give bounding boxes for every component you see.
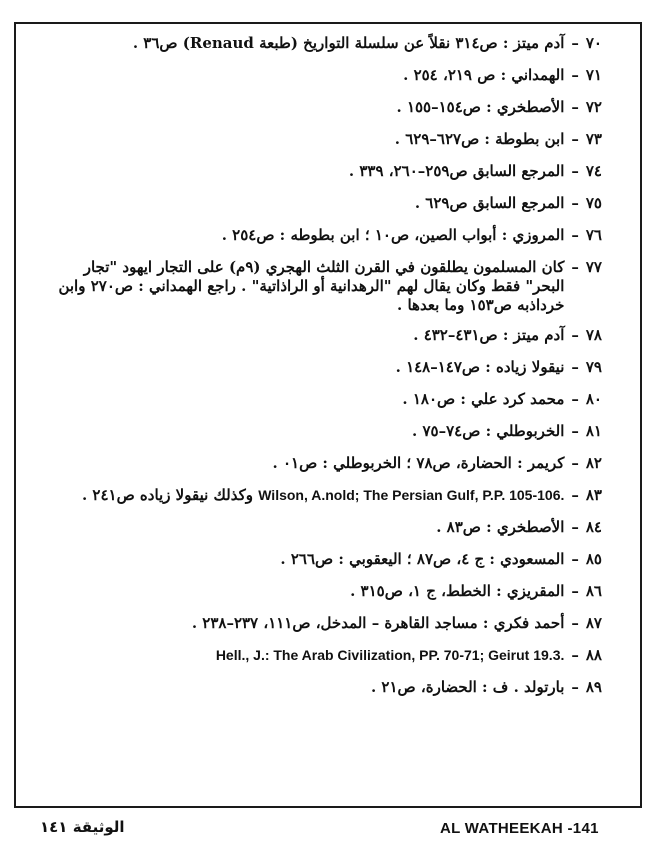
footnote-item [40,98,602,117]
page-frame [14,22,642,808]
footer-arabic-title: الوثيقة ١٤١ [40,818,125,836]
footnote-dash: – [571,614,579,632]
footnote-text: آدم ميتز : ص٤٣١–٤٣٢ . [413,326,565,344]
footnote-item [40,646,602,665]
footnote-body [40,130,564,149]
footnote-item [40,34,602,53]
footnote-body [40,486,564,505]
footnote-body [40,162,564,181]
footnote-item [40,66,602,85]
footnote-item [40,390,602,409]
footnote-text: الهمداني : ص ٢١٩، ٢٥٤ . [403,66,565,84]
footnote-text: الأصطخري : ص٨٣ . [436,518,565,536]
footnote-latin-citation: Wilson, A.nold; The Persian Gulf, P.P. 105-106. [258,487,565,503]
footnote-number: ٧١ [585,66,602,84]
footnote-item [40,582,602,601]
footnote-dash: – [571,422,579,440]
footnote-dash: – [571,258,579,276]
footnote-dash: – [571,66,579,84]
footnote-dash: – [571,194,579,212]
footnote-number: ٧٩ [585,358,602,376]
footnote-item [40,226,602,245]
footnote-number: ٨٨ [585,646,602,664]
footnote-number: ٨٦ [585,582,602,600]
footnote-text: محمد كرد علي : ص١٨٠ . [402,390,565,408]
footnote-number: ٨٩ [585,678,602,696]
footnote-body [40,518,564,537]
footnote-number: ٧٤ [585,162,602,180]
footnote-text: المقريزي : الخطط، ج ١، ص٣١٥ . [350,582,565,600]
footnote-dash: – [571,98,579,116]
footnote-body [40,582,564,601]
footnote-number: ٨٢ [585,454,602,472]
footnote-text: آدم ميتز : ص٣١٤ نقلاً عن سلسلة التواريخ (طبعة Renaud) ص٣٦ . [132,34,565,52]
footnote-number: ٧٧ [585,258,602,276]
footnote-text: المرجع السابق ص٦٢٩ . [414,194,565,212]
footnote-number: ٧٢ [585,98,602,116]
footnote-body [40,226,564,245]
footnote-dash: – [571,34,579,52]
footnote-dash: – [571,582,579,600]
footnote-number: ٨٧ [585,614,602,632]
footnote-item [40,550,602,569]
footnote-body [40,66,564,85]
footnote-number: ٨٥ [585,550,602,568]
footnote-item [40,358,602,377]
footnote-dash: – [571,486,579,504]
footnote-body [40,454,564,473]
footnote-text: بارتولد . ف : الحضارة، ص٢١ . [370,678,565,696]
footnote-text: وكذلك نيقولا زياده ص٢٤١ . [81,486,253,504]
footnote-number: ٨٣ [585,486,602,504]
footnote-dash: – [571,454,579,472]
footnote-text: المرجع السابق ص٢٥٩–٢٦٠، ٣٣٩ . [348,162,565,180]
footnote-item [40,486,602,505]
footnote-body [40,550,564,569]
footnote-dash: – [571,326,579,344]
footnote-item [40,678,602,697]
footnote-body [40,614,564,633]
footnote-number: ٧٥ [585,194,602,212]
footnote-text: الخربوطلي : ص٧٤–٧٥ . [412,422,565,440]
footer-english-title: AL WATHEEKAH -141 [440,820,599,837]
footnote-number: ٧٠ [585,34,602,52]
footnote-item [40,326,602,345]
footnote-number: ٨٠ [585,390,602,408]
footnote-item [40,194,602,213]
footnotes-list [40,34,602,697]
footnote-text: أحمد فكري : مساجد القاهرة – المدخل، ص١١١، ٢٣٧–٢٣٨ . [191,614,565,632]
footnote-item [40,614,602,633]
footnote-dash: – [571,550,579,568]
footnote-item [40,518,602,537]
footnote-number: ٧٣ [585,130,602,148]
footnote-body [40,646,564,665]
footnote-dash: – [571,390,579,408]
footnote-body [40,34,564,53]
footnote-number: ٧٨ [585,326,602,344]
footnote-text: المروزي : أبواب الصين، ص١٠ ؛ ابن بطوطه : ص٢٥٤ . [221,226,565,244]
footnote-body [40,98,564,117]
footnote-body [40,678,564,697]
footnote-item [40,454,602,473]
footnote-item [40,258,602,315]
footnote-dash: – [571,646,579,664]
footnote-dash: – [571,226,579,244]
footnote-number: ٨١ [585,422,602,440]
footnote-number: ٧٦ [585,226,602,244]
footnote-text: كان المسلمون يطلقون في القرن الثلث الهجري (٩م) على التجار ايهود "تجار البحر" فقط وكان يقال لهم "الرهدانية أو الراذاتية" . راجع الهمداني : ص٢٧٠ وابن خرداذبه ص١٥٣ وما بعدها . [58,258,565,314]
footnote-latin-citation: Hell., J.: The Arab Civilization, PP. 70-71; Geirut 19.3. [215,647,565,663]
footnote-text: كريمر : الحضارة، ص٧٨ ؛ الخربوطلي : ص٠١ . [272,454,565,472]
footnote-item [40,130,602,149]
footnote-text: نيقولا زياده : ص١٤٧–١٤٨ . [395,358,565,376]
footnote-text: المسعودي : ج ٤، ص٨٧ ؛ اليعقوبي : ص٢٦٦ . [280,550,565,568]
footnote-dash: – [571,162,579,180]
footnote-body [40,258,564,315]
footnote-body [40,422,564,441]
footnote-dash: – [571,678,579,696]
footnote-body [40,326,564,345]
footnote-text: الأصطخري : ص١٥٤–١٥٥ . [396,98,565,116]
footnote-item [40,162,602,181]
footnote-body [40,390,564,409]
footnote-item [40,422,602,441]
footnote-dash: – [571,358,579,376]
footnote-text: ابن بطوطة : ص٦٢٧–٦٢٩ . [394,130,565,148]
footnote-body [40,358,564,377]
footnote-number: ٨٤ [585,518,602,536]
footnote-dash: – [571,518,579,536]
footnote-dash: – [571,130,579,148]
footnote-body [40,194,564,213]
